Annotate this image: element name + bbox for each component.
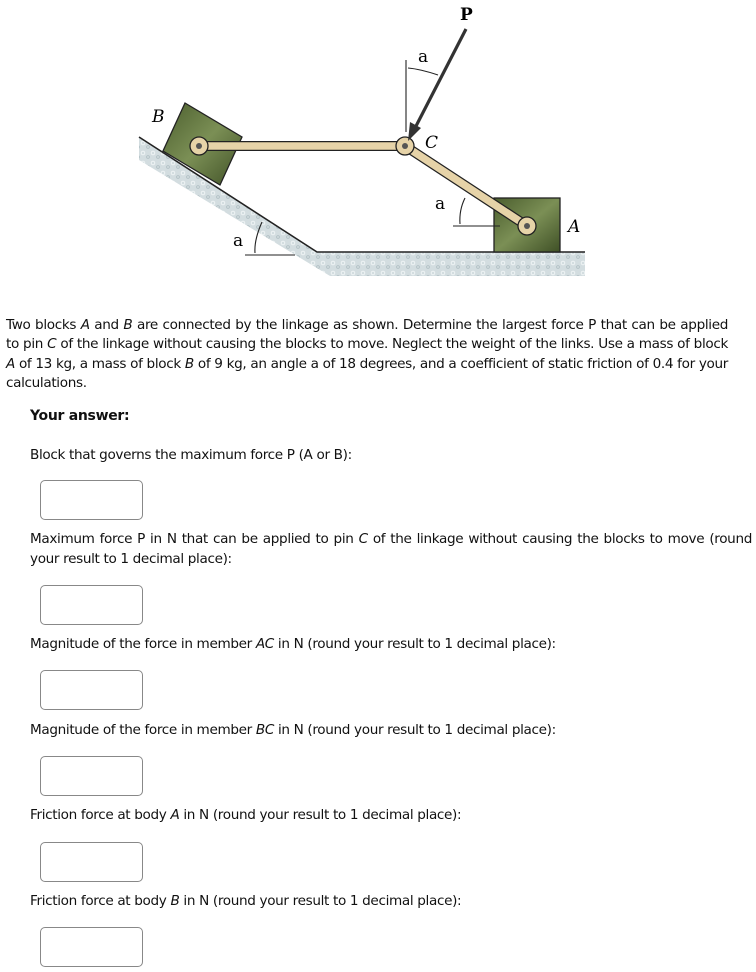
force-p-arrow — [408, 29, 466, 141]
label-angle-link: a — [435, 194, 446, 214]
answer-input-friction-a[interactable] — [40, 842, 143, 882]
question-2: Maximum force P in N that can be applied to pin C of the linkage without causing the blocks to move (round your result to 1 decimal place): — [30, 531, 752, 567]
angle-markers — [245, 60, 500, 255]
problem-statement: Two blocks A and B are connected by the linkage as shown. Determine the largest force P that can be applied to pin C of the linkage without causing the blocks to move. Neglect the weight of the links. Use a mass of block A of 13 kg, a mass of block B of 9 kg, an angle a of 18 degrees, and a coefficient of static friction of 0.4 for your calculations. — [6, 317, 728, 391]
question-3: Magnitude of the force in member AC in N (round your result to 1 decimal place): — [30, 636, 556, 652]
label-b: B — [152, 107, 165, 127]
answer-input-max-force[interactable] — [40, 585, 143, 625]
answer-input-friction-b[interactable] — [40, 927, 143, 967]
label-angle-top: a — [418, 47, 429, 67]
your-answer-heading: Your answer: — [30, 408, 130, 424]
label-a-block: A — [568, 217, 581, 237]
question-5: Friction force at body A in N (round your result to 1 decimal place): — [30, 807, 462, 823]
linkage-diagram — [0, 0, 756, 300]
question-4: Magnitude of the force in member BC in N (round your result to 1 decimal place): — [30, 722, 556, 738]
question-1: Block that governs the maximum force P (A or B): — [30, 447, 352, 463]
question-6: Friction force at body B in N (round your result to 1 decimal place): — [30, 893, 462, 909]
answer-input-governing-block[interactable] — [40, 480, 143, 520]
answer-input-force-ac[interactable] — [40, 670, 143, 710]
answer-input-force-bc[interactable] — [40, 756, 143, 796]
label-p: P — [460, 5, 473, 25]
label-angle-incline: a — [233, 231, 244, 251]
label-c: C — [425, 133, 439, 153]
link-ac — [405, 146, 527, 226]
